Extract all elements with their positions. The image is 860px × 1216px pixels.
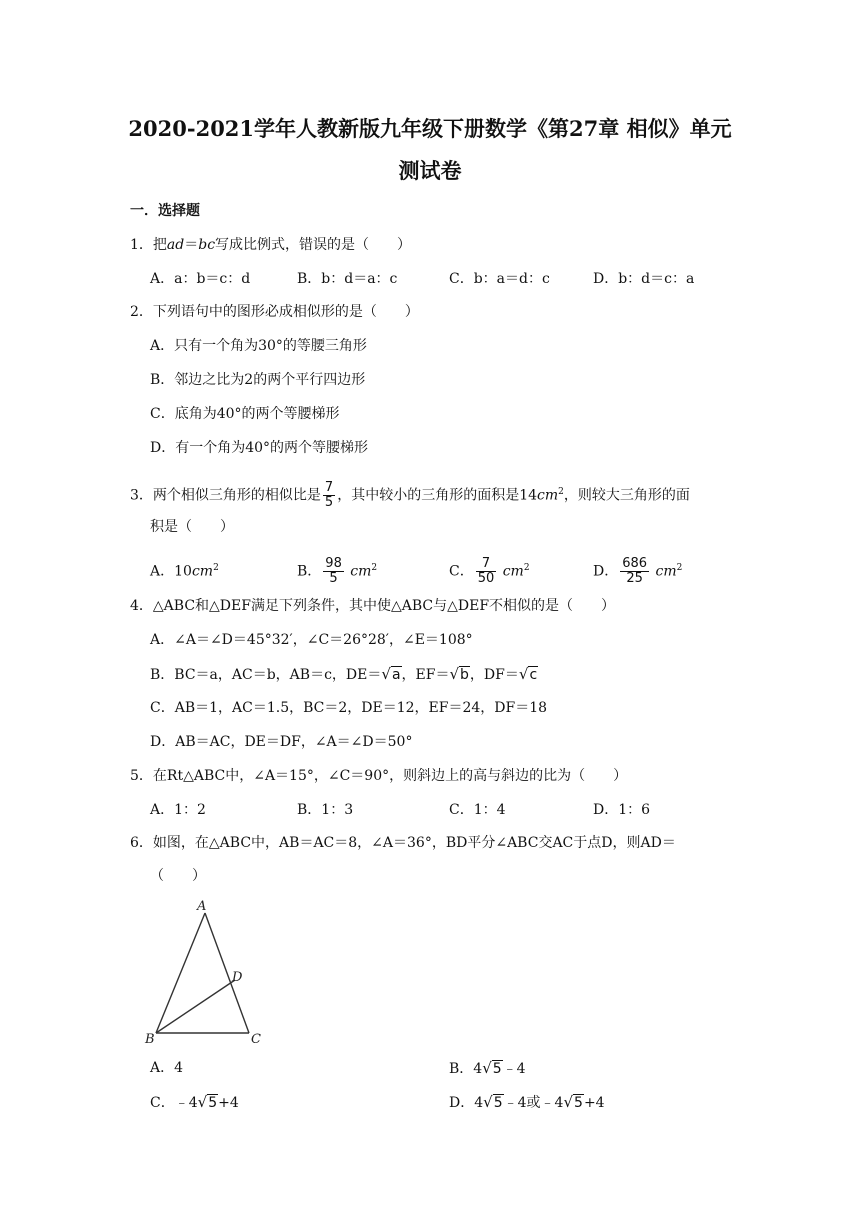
page-title-line1: 2020-2021学年人教新版九年级下册数学《第27章 相似》单元 <box>128 116 732 141</box>
q3-stem-cont: 积是（ ） <box>150 519 234 535</box>
q5-option-c: C．1：4 <box>449 802 506 818</box>
q5-option-d: D．1：6 <box>593 802 651 818</box>
q3-option-a: A．$10cm^2$ <box>150 563 219 580</box>
q6-option-b: B．4√5﹣4 <box>449 1059 526 1077</box>
q3-ratio-fraction: $\frac{7}{5}$ <box>324 480 334 511</box>
q2-option-b: B．邻边之比为2的两个平行四边形 <box>150 372 366 388</box>
side-ab <box>156 913 205 1033</box>
page-title-line2: 测试卷 <box>398 158 462 183</box>
vertex-label-d: D <box>232 970 243 985</box>
q5-option-a: A．1：2 <box>150 802 206 818</box>
q2-option-a: A．只有一个角为30°的等腰三角形 <box>150 338 367 354</box>
q3-option-b: B． $\frac{98}{5}$ $cm^2$ <box>297 556 378 587</box>
q2-option-c: C．底角为40°的两个等腰梯形 <box>150 406 340 422</box>
vertex-label-b: B <box>145 1032 155 1047</box>
q6-option-a: A．4 <box>150 1060 184 1076</box>
q3-option-c: C． $\frac{7}{50}$ $cm^2$ <box>449 556 530 587</box>
q4-option-a: A．∠A＝∠D＝45°32′，∠C＝26°28′，∠E＝108° <box>150 632 473 648</box>
q2-stem: 2．下列语句中的图形必成相似形的是（ ） <box>130 304 419 320</box>
q6-option-c: C．﹣4√5+4 <box>150 1093 239 1111</box>
vertex-label-a: A <box>197 899 207 914</box>
q2-option-d: D．有一个角为40°的两个等腰梯形 <box>150 440 369 456</box>
q4-option-d: D．AB＝AC，DE＝DF，∠A＝∠D＝50° <box>150 734 413 750</box>
q6-stem: 6．如图，在△ABC中，AB＝AC＝8，∠A＝36°，BD平分∠ABC交AC于点D，则AD＝ <box>130 835 676 851</box>
q4-stem: 4．△ABC和△DEF满足下列条件，其中使△ABC与△DEF不相似的是（ ） <box>130 598 616 614</box>
q1-option-b: B．b：d＝a：c <box>297 271 398 287</box>
q6-option-d: D．4√5﹣4或﹣4√5+4 <box>449 1093 605 1111</box>
q6-stem-cont: （ ） <box>150 868 206 884</box>
vertex-label-c: C <box>251 1032 261 1047</box>
q4-option-b: B．BC＝a，AC＝b，AB＝c，DE＝√a，EF＝√b，DF＝√c <box>150 665 538 683</box>
q6-triangle-figure <box>140 895 270 1047</box>
q4-option-c: C．AB＝1，AC＝1.5，BC＝2，DE＝12，EF＝24，DF＝18 <box>150 700 548 716</box>
section-heading: 一．选择题 <box>130 203 200 219</box>
q1-option-c: C．b：a＝d：c <box>449 271 550 287</box>
q3-option-d: D． $\frac{686}{25}$ $cm^2$ <box>593 556 683 587</box>
q5-stem: 5．在Rt△ABC中，∠A＝15°，∠C＝90°，则斜边上的高与斜边的比为（ ） <box>130 768 628 784</box>
q1-stem: 1．把ad＝bc写成比例式，错误的是（ ） <box>130 237 412 253</box>
segment-bd <box>156 980 235 1033</box>
q5-option-b: B．1：3 <box>297 802 354 818</box>
q1-option-a: A．a：b＝c：d <box>150 271 251 287</box>
q3-stem: 3．两个相似三角形的相似比是 $\frac{7}{5}$ ，其中较小的三角形的面积是$14cm^2$，则较大三角形的面 <box>130 480 690 511</box>
q1-option-d: D．b：d＝c：a <box>593 271 695 287</box>
